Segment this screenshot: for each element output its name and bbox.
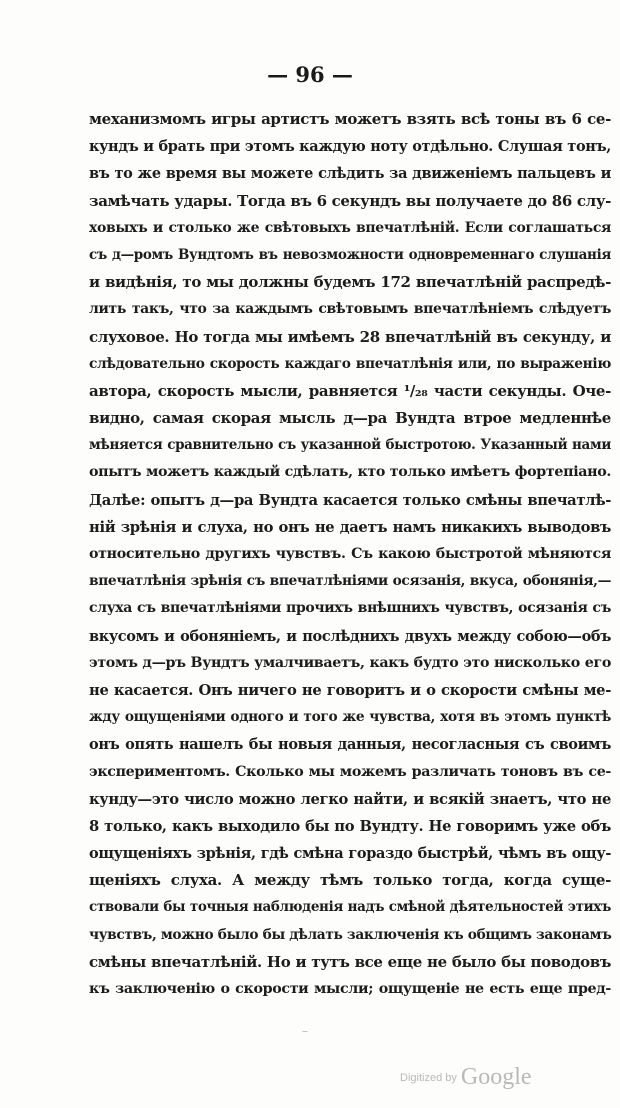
text-line: смѣны впечатлѣній. Но и тутъ все еще не было бы поводовъ — [89, 952, 611, 971]
text-line: замѣчать удары. Тогда въ 6 секундъ вы получаете до 86 слу- — [89, 191, 611, 210]
text-line: ощущеніяхъ зрѣнія, гдѣ смѣна гораздо быстрѣй, чѣмъ въ ощу- — [89, 845, 611, 863]
text-line: кундъ и брать при этомъ каждую ноту отдѣльно. Слушая тонъ, — [89, 138, 611, 156]
text-line: ховыхъ и столько же свѣтовыхъ впечатлѣній. Если соглашаться — [89, 219, 611, 236]
text-line: этомъ д—ръ Вундтъ умалчиваетъ, какъ будто это нисколько его — [89, 654, 611, 671]
text-line: и видѣнія, то мы должны будемъ 172 впечатлѣній распредѣ- — [89, 273, 611, 292]
text-line: въ то же время вы можете слѣдить за движеніемъ пальцевъ и — [89, 165, 611, 183]
text-line: лить такъ, что за каждымъ свѣтовымъ впечатлѣніемъ слѣдуетъ — [89, 301, 611, 318]
watermark-digitized-by: Digitized by — [400, 1071, 457, 1084]
text-line: экспериментомъ. Сколько мы можемъ различать тоновъ въ се- — [89, 763, 611, 780]
text-line: слуха съ впечатлѣніями прочихъ внѣшнихъ чувствъ, осязанія съ — [89, 600, 611, 617]
google-watermark — [400, 1064, 532, 1091]
text-line: жду ощущеніями одного и того же чувства, хотя въ этомъ пунктѣ — [89, 709, 611, 726]
text-line: Далѣе: опытъ д—ра Вундта касается только смѣны впечатлѣ- — [89, 491, 611, 509]
text-line: слуховое. Но тогда мы имѣемъ 28 впечатлѣній въ секунду, и — [89, 327, 611, 346]
text-line: впечатлѣнія зрѣнія съ впечатлѣніями осязанія, вкуса, обонянія,— — [89, 573, 611, 590]
text-line: слѣдовательно скорость каждаго впечатлѣнія или, по выраженію — [89, 355, 611, 372]
text-line: вкусомъ и обоняніемъ, и послѣднихъ двухъ между собою—объ — [89, 627, 611, 645]
watermark-google-logo: Google — [460, 1064, 532, 1090]
text-line: автора, скорость мысли, равняется ¹/₂₈ части секунды. Оче- — [89, 381, 611, 400]
text-line: чувствъ, можно было бы дѣлать заключенія къ общимъ законамъ — [89, 926, 612, 943]
text-line: щеніяхъ слуха. А между тѣмъ только тогда, когда суще- — [89, 871, 611, 890]
text-line: видно, самая скорая мысль д—ра Вундта втрое медленнѣе — [89, 409, 611, 428]
footer-mark: – — [302, 1024, 308, 1038]
text-line: относительно другихъ чувствъ. Съ какою быстротой мѣняются — [89, 546, 611, 562]
text-line: съ д—ромъ Вундтомъ въ невозможности одновременнаго слушанія — [89, 246, 611, 263]
page-number: — 96 — — [267, 62, 353, 87]
text-line: онъ опять нашелъ бы новыя данныя, несогласныя съ своимъ — [89, 736, 611, 754]
body-text — [89, 106, 611, 1003]
text-line: 8 только, какъ выходило бы по Вундту. Не говоримъ уже объ — [89, 817, 611, 835]
text-line: не касается. Онъ ничего не говоритъ и о скорости смѣны ме- — [89, 681, 611, 699]
text-line: кунду—это число можно легко найти, и всякій знаетъ, что не — [89, 790, 611, 808]
text-line: ствовали бы точныя наблюденія надъ смѣной дѣятельностей этихъ — [89, 899, 611, 916]
text-line: къ заключенію о скорости мысли; ощущеніе не есть еще пред- — [89, 981, 611, 997]
text-line: ній зрѣнія и слуха, но онъ не даетъ намъ никакихъ выводовъ — [89, 518, 611, 536]
text-line: мѣняется сравнительно съ указанной быстротою. Указанный нами — [89, 437, 611, 454]
text-line: опытъ можетъ каждый сдѣлать, кто только имѣетъ фортепіано. — [89, 464, 611, 481]
text-line: механизмомъ игры артистъ можетъ взять всѣ тоны въ 6 се- — [89, 110, 611, 128]
